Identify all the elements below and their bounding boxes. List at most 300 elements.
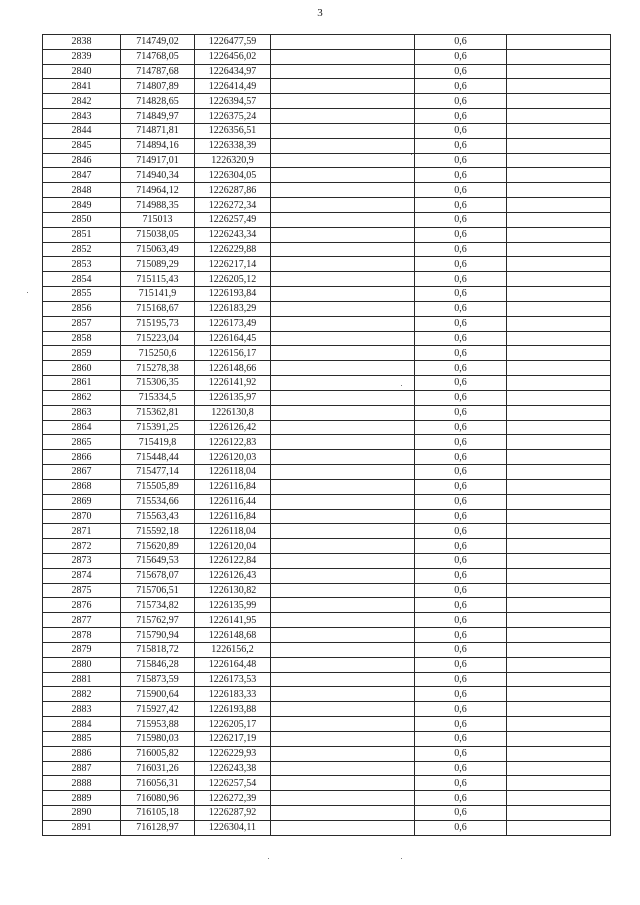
cell-x-coordinate: 715927,42 <box>121 702 195 717</box>
cell-empty-cell <box>271 731 415 746</box>
cell-x-coordinate: 715505,89 <box>121 479 195 494</box>
cell-point-number: 2859 <box>43 346 121 361</box>
cell-point-number: 2876 <box>43 598 121 613</box>
cell-y-coordinate: 1226130,82 <box>195 583 271 598</box>
cell-empty-cell <box>507 94 611 109</box>
cell-empty-cell <box>271 94 415 109</box>
cell-empty-cell <box>271 702 415 717</box>
scan-speck <box>27 292 28 293</box>
cell-empty-cell <box>271 257 415 272</box>
cell-empty-cell <box>507 227 611 242</box>
cell-value-cell: 0,6 <box>415 613 507 628</box>
cell-y-coordinate: 1226164,45 <box>195 331 271 346</box>
cell-x-coordinate: 716128,97 <box>121 820 195 835</box>
cell-point-number: 2843 <box>43 109 121 124</box>
cell-point-number: 2872 <box>43 539 121 554</box>
cell-y-coordinate: 1226122,84 <box>195 553 271 568</box>
cell-empty-cell <box>507 153 611 168</box>
cell-point-number: 2883 <box>43 702 121 717</box>
cell-y-coordinate: 1226205,12 <box>195 272 271 287</box>
cell-x-coordinate: 715141,9 <box>121 287 195 302</box>
table-row <box>43 672 611 687</box>
cell-point-number: 2850 <box>43 212 121 227</box>
cell-point-number: 2866 <box>43 450 121 465</box>
cell-point-number: 2874 <box>43 568 121 583</box>
cell-y-coordinate: 1226173,49 <box>195 316 271 331</box>
cell-y-coordinate: 1226120,03 <box>195 450 271 465</box>
cell-empty-cell <box>507 509 611 524</box>
cell-y-coordinate: 1226118,04 <box>195 465 271 480</box>
table-row <box>43 79 611 94</box>
table-row <box>43 316 611 331</box>
cell-point-number: 2853 <box>43 257 121 272</box>
cell-empty-cell <box>507 761 611 776</box>
cell-value-cell: 0,6 <box>415 465 507 480</box>
cell-value-cell: 0,6 <box>415 390 507 405</box>
table-row <box>43 390 611 405</box>
cell-point-number: 2860 <box>43 361 121 376</box>
table-row <box>43 405 611 420</box>
cell-empty-cell <box>507 717 611 732</box>
table-row <box>43 642 611 657</box>
cell-y-coordinate: 1226229,93 <box>195 746 271 761</box>
cell-x-coordinate: 715362,81 <box>121 405 195 420</box>
cell-x-coordinate: 715706,51 <box>121 583 195 598</box>
cell-empty-cell <box>271 746 415 761</box>
table-row <box>43 806 611 821</box>
cell-x-coordinate: 715953,88 <box>121 717 195 732</box>
cell-x-coordinate: 715250,6 <box>121 346 195 361</box>
cell-y-coordinate: 1226320,9 <box>195 153 271 168</box>
cell-point-number: 2856 <box>43 301 121 316</box>
table-row <box>43 227 611 242</box>
cell-y-coordinate: 1226156,2 <box>195 642 271 657</box>
cell-x-coordinate: 715391,25 <box>121 420 195 435</box>
table-row <box>43 212 611 227</box>
cell-value-cell: 0,6 <box>415 49 507 64</box>
cell-x-coordinate: 715762,97 <box>121 613 195 628</box>
table-row <box>43 183 611 198</box>
cell-value-cell: 0,6 <box>415 806 507 821</box>
cell-point-number: 2861 <box>43 376 121 391</box>
table-row <box>43 553 611 568</box>
cell-y-coordinate: 1226257,54 <box>195 776 271 791</box>
table-row <box>43 301 611 316</box>
cell-y-coordinate: 1226135,97 <box>195 390 271 405</box>
cell-point-number: 2882 <box>43 687 121 702</box>
cell-empty-cell <box>507 494 611 509</box>
cell-value-cell: 0,6 <box>415 598 507 613</box>
table-row <box>43 257 611 272</box>
cell-empty-cell <box>271 568 415 583</box>
cell-point-number: 2871 <box>43 524 121 539</box>
table-row <box>43 198 611 213</box>
cell-empty-cell <box>507 198 611 213</box>
cell-point-number: 2878 <box>43 628 121 643</box>
cell-point-number: 2868 <box>43 479 121 494</box>
cell-x-coordinate: 715195,73 <box>121 316 195 331</box>
cell-y-coordinate: 1226243,38 <box>195 761 271 776</box>
cell-empty-cell <box>271 198 415 213</box>
cell-x-coordinate: 715013 <box>121 212 195 227</box>
cell-point-number: 2838 <box>43 35 121 50</box>
cell-y-coordinate: 1226148,68 <box>195 628 271 643</box>
cell-empty-cell <box>271 376 415 391</box>
cell-x-coordinate: 714749,02 <box>121 35 195 50</box>
table-row <box>43 761 611 776</box>
cell-value-cell: 0,6 <box>415 346 507 361</box>
cell-empty-cell <box>507 450 611 465</box>
cell-y-coordinate: 1226272,34 <box>195 198 271 213</box>
cell-value-cell: 0,6 <box>415 628 507 643</box>
cell-empty-cell <box>271 806 415 821</box>
cell-value-cell: 0,6 <box>415 553 507 568</box>
cell-empty-cell <box>271 657 415 672</box>
cell-value-cell: 0,6 <box>415 242 507 257</box>
cell-y-coordinate: 1226414,49 <box>195 79 271 94</box>
table-row <box>43 109 611 124</box>
table-row <box>43 138 611 153</box>
cell-empty-cell <box>271 287 415 302</box>
table-row <box>43 361 611 376</box>
cell-value-cell: 0,6 <box>415 642 507 657</box>
cell-empty-cell <box>507 390 611 405</box>
table-row <box>43 702 611 717</box>
cell-empty-cell <box>507 35 611 50</box>
cell-value-cell: 0,6 <box>415 272 507 287</box>
cell-empty-cell <box>271 183 415 198</box>
cell-y-coordinate: 1226141,95 <box>195 613 271 628</box>
table-row <box>43 420 611 435</box>
cell-value-cell: 0,6 <box>415 435 507 450</box>
cell-x-coordinate: 715038,05 <box>121 227 195 242</box>
cell-point-number: 2875 <box>43 583 121 598</box>
cell-x-coordinate: 715818,72 <box>121 642 195 657</box>
cell-point-number: 2889 <box>43 791 121 806</box>
table-row <box>43 731 611 746</box>
cell-value-cell: 0,6 <box>415 331 507 346</box>
cell-y-coordinate: 1226183,33 <box>195 687 271 702</box>
cell-empty-cell <box>271 49 415 64</box>
cell-x-coordinate: 715678,07 <box>121 568 195 583</box>
cell-empty-cell <box>507 568 611 583</box>
cell-empty-cell <box>507 791 611 806</box>
cell-x-coordinate: 714988,35 <box>121 198 195 213</box>
cell-value-cell: 0,6 <box>415 746 507 761</box>
cell-point-number: 2841 <box>43 79 121 94</box>
table-row <box>43 509 611 524</box>
cell-empty-cell <box>507 138 611 153</box>
table-row <box>43 717 611 732</box>
table-row <box>43 820 611 835</box>
table-row <box>43 64 611 79</box>
cell-empty-cell <box>271 123 415 138</box>
table-row <box>43 524 611 539</box>
cell-empty-cell <box>507 64 611 79</box>
cell-empty-cell <box>271 390 415 405</box>
cell-point-number: 2862 <box>43 390 121 405</box>
cell-x-coordinate: 715649,53 <box>121 553 195 568</box>
cell-point-number: 2849 <box>43 198 121 213</box>
cell-y-coordinate: 1226135,99 <box>195 598 271 613</box>
cell-value-cell: 0,6 <box>415 776 507 791</box>
cell-point-number: 2858 <box>43 331 121 346</box>
cell-y-coordinate: 1226193,84 <box>195 287 271 302</box>
cell-empty-cell <box>271 420 415 435</box>
cell-empty-cell <box>507 820 611 835</box>
cell-value-cell: 0,6 <box>415 361 507 376</box>
cell-empty-cell <box>507 583 611 598</box>
cell-value-cell: 0,6 <box>415 35 507 50</box>
cell-empty-cell <box>507 613 611 628</box>
cell-point-number: 2854 <box>43 272 121 287</box>
cell-empty-cell <box>271 524 415 539</box>
cell-y-coordinate: 1226456,02 <box>195 49 271 64</box>
cell-value-cell: 0,6 <box>415 479 507 494</box>
table-row <box>43 331 611 346</box>
cell-empty-cell <box>271 776 415 791</box>
cell-value-cell: 0,6 <box>415 583 507 598</box>
table-row <box>43 791 611 806</box>
cell-empty-cell <box>507 539 611 554</box>
cell-empty-cell <box>271 583 415 598</box>
cell-y-coordinate: 1226173,53 <box>195 672 271 687</box>
cell-empty-cell <box>271 598 415 613</box>
cell-x-coordinate: 715790,94 <box>121 628 195 643</box>
table-row <box>43 583 611 598</box>
table-row <box>43 168 611 183</box>
cell-value-cell: 0,6 <box>415 672 507 687</box>
cell-empty-cell <box>271 316 415 331</box>
cell-empty-cell <box>271 435 415 450</box>
cell-y-coordinate: 1226126,43 <box>195 568 271 583</box>
cell-y-coordinate: 1226434,97 <box>195 64 271 79</box>
cell-y-coordinate: 1226304,11 <box>195 820 271 835</box>
cell-value-cell: 0,6 <box>415 109 507 124</box>
cell-empty-cell <box>271 539 415 554</box>
scan-speck <box>401 385 402 386</box>
cell-empty-cell <box>271 642 415 657</box>
cell-empty-cell <box>271 820 415 835</box>
scan-speck <box>268 858 269 859</box>
cell-point-number: 2839 <box>43 49 121 64</box>
cell-point-number: 2884 <box>43 717 121 732</box>
cell-y-coordinate: 1226141,92 <box>195 376 271 391</box>
cell-value-cell: 0,6 <box>415 198 507 213</box>
table-row <box>43 35 611 50</box>
table-row <box>43 94 611 109</box>
cell-y-coordinate: 1226287,86 <box>195 183 271 198</box>
cell-empty-cell <box>507 405 611 420</box>
cell-empty-cell <box>507 672 611 687</box>
cell-point-number: 2870 <box>43 509 121 524</box>
cell-empty-cell <box>507 553 611 568</box>
cell-empty-cell <box>271 64 415 79</box>
cell-value-cell: 0,6 <box>415 138 507 153</box>
cell-point-number: 2840 <box>43 64 121 79</box>
table-row <box>43 242 611 257</box>
cell-x-coordinate: 715334,5 <box>121 390 195 405</box>
cell-value-cell: 0,6 <box>415 316 507 331</box>
cell-empty-cell <box>507 242 611 257</box>
table-row <box>43 628 611 643</box>
cell-empty-cell <box>507 746 611 761</box>
cell-value-cell: 0,6 <box>415 183 507 198</box>
cell-y-coordinate: 1226356,51 <box>195 123 271 138</box>
cell-value-cell: 0,6 <box>415 524 507 539</box>
cell-x-coordinate: 715873,59 <box>121 672 195 687</box>
cell-point-number: 2867 <box>43 465 121 480</box>
cell-empty-cell <box>271 138 415 153</box>
cell-value-cell: 0,6 <box>415 450 507 465</box>
cell-value-cell: 0,6 <box>415 568 507 583</box>
cell-value-cell: 0,6 <box>415 168 507 183</box>
cell-point-number: 2880 <box>43 657 121 672</box>
cell-value-cell: 0,6 <box>415 657 507 672</box>
cell-x-coordinate: 715448,44 <box>121 450 195 465</box>
cell-x-coordinate: 715306,35 <box>121 376 195 391</box>
cell-x-coordinate: 715734,82 <box>121 598 195 613</box>
cell-point-number: 2846 <box>43 153 121 168</box>
cell-empty-cell <box>271 301 415 316</box>
cell-empty-cell <box>507 598 611 613</box>
cell-point-number: 2847 <box>43 168 121 183</box>
scan-speck <box>401 858 402 859</box>
cell-x-coordinate: 715980,03 <box>121 731 195 746</box>
cell-empty-cell <box>507 465 611 480</box>
cell-empty-cell <box>271 494 415 509</box>
cell-x-coordinate: 715846,28 <box>121 657 195 672</box>
cell-point-number: 2848 <box>43 183 121 198</box>
cell-empty-cell <box>507 331 611 346</box>
cell-empty-cell <box>507 109 611 124</box>
cell-x-coordinate: 714917,01 <box>121 153 195 168</box>
table-row <box>43 346 611 361</box>
cell-value-cell: 0,6 <box>415 79 507 94</box>
cell-point-number: 2888 <box>43 776 121 791</box>
cell-empty-cell <box>507 301 611 316</box>
page-number: 3 <box>317 7 323 19</box>
cell-empty-cell <box>507 168 611 183</box>
cell-x-coordinate: 716031,26 <box>121 761 195 776</box>
cell-value-cell: 0,6 <box>415 94 507 109</box>
cell-y-coordinate: 1226120,04 <box>195 539 271 554</box>
cell-empty-cell <box>271 331 415 346</box>
cell-x-coordinate: 714940,34 <box>121 168 195 183</box>
cell-point-number: 2886 <box>43 746 121 761</box>
cell-empty-cell <box>271 717 415 732</box>
table-row <box>43 435 611 450</box>
cell-point-number: 2865 <box>43 435 121 450</box>
cell-value-cell: 0,6 <box>415 539 507 554</box>
cell-empty-cell <box>507 524 611 539</box>
cell-point-number: 2879 <box>43 642 121 657</box>
cell-empty-cell <box>507 806 611 821</box>
cell-x-coordinate: 715477,14 <box>121 465 195 480</box>
cell-y-coordinate: 1226116,44 <box>195 494 271 509</box>
cell-value-cell: 0,6 <box>415 405 507 420</box>
cell-empty-cell <box>507 361 611 376</box>
cell-x-coordinate: 715278,38 <box>121 361 195 376</box>
cell-x-coordinate: 714894,16 <box>121 138 195 153</box>
cell-x-coordinate: 716105,18 <box>121 806 195 821</box>
cell-y-coordinate: 1226122,83 <box>195 435 271 450</box>
cell-x-coordinate: 715115,43 <box>121 272 195 287</box>
cell-y-coordinate: 1226183,29 <box>195 301 271 316</box>
cell-x-coordinate: 716056,31 <box>121 776 195 791</box>
cell-point-number: 2873 <box>43 553 121 568</box>
cell-value-cell: 0,6 <box>415 687 507 702</box>
cell-value-cell: 0,6 <box>415 761 507 776</box>
cell-empty-cell <box>507 657 611 672</box>
cell-y-coordinate: 1226164,48 <box>195 657 271 672</box>
cell-empty-cell <box>507 776 611 791</box>
cell-empty-cell <box>271 465 415 480</box>
cell-point-number: 2887 <box>43 761 121 776</box>
cell-empty-cell <box>507 257 611 272</box>
cell-point-number: 2885 <box>43 731 121 746</box>
cell-empty-cell <box>271 168 415 183</box>
cell-empty-cell <box>271 361 415 376</box>
cell-empty-cell <box>271 346 415 361</box>
cell-y-coordinate: 1226217,14 <box>195 257 271 272</box>
table-row <box>43 450 611 465</box>
cell-empty-cell <box>507 687 611 702</box>
cell-x-coordinate: 714807,89 <box>121 79 195 94</box>
table-row <box>43 287 611 302</box>
cell-y-coordinate: 1226156,17 <box>195 346 271 361</box>
cell-value-cell: 0,6 <box>415 820 507 835</box>
cell-y-coordinate: 1226287,92 <box>195 806 271 821</box>
table-row <box>43 539 611 554</box>
table-row <box>43 123 611 138</box>
cell-point-number: 2857 <box>43 316 121 331</box>
cell-value-cell: 0,6 <box>415 153 507 168</box>
coordinates-table-body <box>43 35 611 836</box>
cell-empty-cell <box>507 272 611 287</box>
cell-value-cell: 0,6 <box>415 717 507 732</box>
table-row <box>43 657 611 672</box>
cell-point-number: 2869 <box>43 494 121 509</box>
cell-value-cell: 0,6 <box>415 494 507 509</box>
cell-empty-cell <box>507 479 611 494</box>
cell-value-cell: 0,6 <box>415 287 507 302</box>
cell-empty-cell <box>271 242 415 257</box>
cell-empty-cell <box>271 405 415 420</box>
cell-point-number: 2851 <box>43 227 121 242</box>
cell-point-number: 2863 <box>43 405 121 420</box>
table-row <box>43 776 611 791</box>
scan-speck <box>411 154 412 155</box>
cell-x-coordinate: 715563,43 <box>121 509 195 524</box>
cell-x-coordinate: 714828,65 <box>121 94 195 109</box>
cell-empty-cell <box>507 49 611 64</box>
cell-y-coordinate: 1226130,8 <box>195 405 271 420</box>
cell-empty-cell <box>507 287 611 302</box>
cell-x-coordinate: 714768,05 <box>121 49 195 64</box>
cell-x-coordinate: 716005,82 <box>121 746 195 761</box>
cell-value-cell: 0,6 <box>415 301 507 316</box>
cell-value-cell: 0,6 <box>415 420 507 435</box>
cell-x-coordinate: 716080,96 <box>121 791 195 806</box>
table-row <box>43 376 611 391</box>
cell-value-cell: 0,6 <box>415 509 507 524</box>
cell-value-cell: 0,6 <box>415 702 507 717</box>
cell-point-number: 2891 <box>43 820 121 835</box>
cell-point-number: 2877 <box>43 613 121 628</box>
cell-x-coordinate: 715089,29 <box>121 257 195 272</box>
cell-empty-cell <box>507 702 611 717</box>
